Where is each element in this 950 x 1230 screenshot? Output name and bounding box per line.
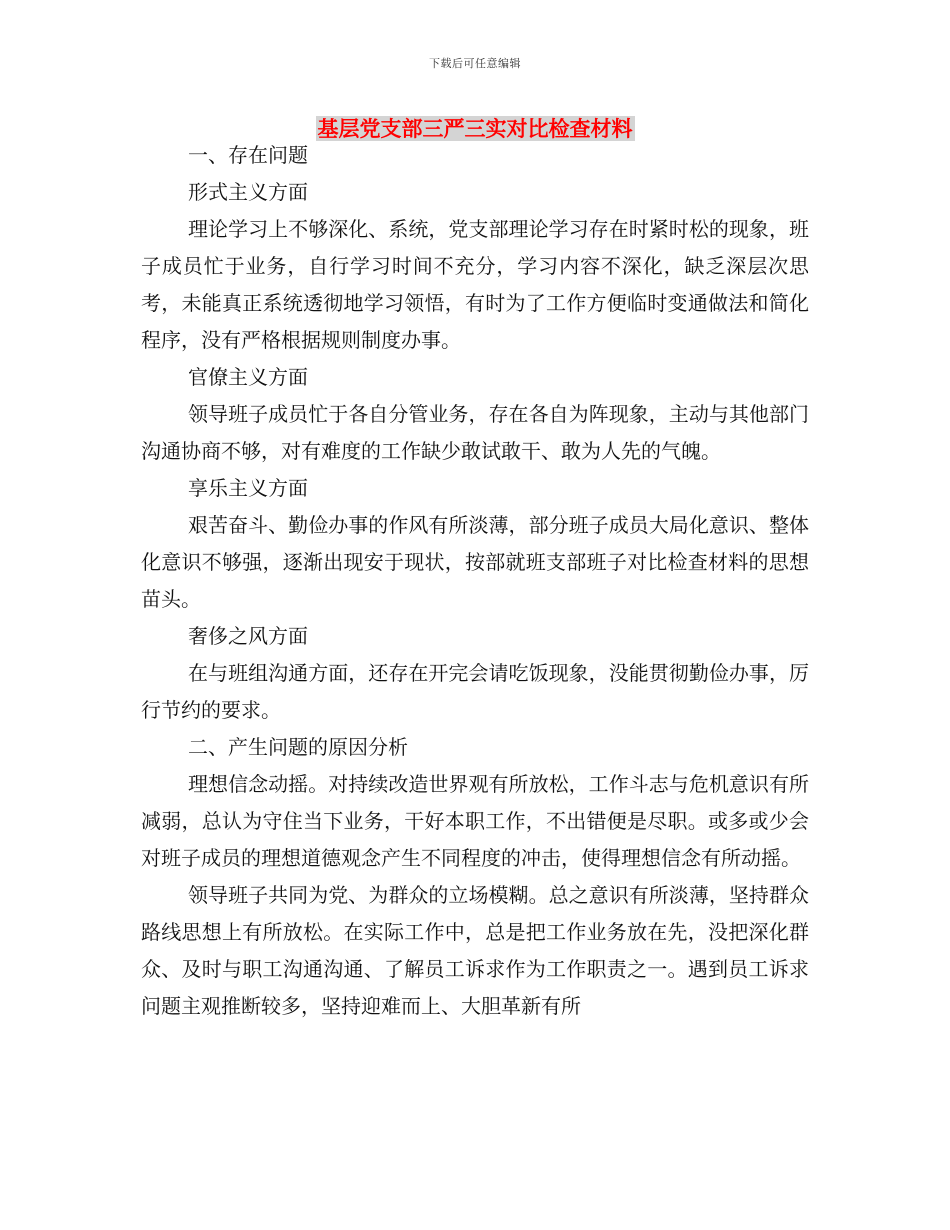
paragraph-formalism: 理论学习上不够深化、系统，党支部理论学习存在时紧时松的现象，班子成员忙于业务，自行学习时间不充分，学习内容不深化，缺乏深层次思考，未能真正系统透彻地学习领悟，有时为了工作方便临时变通做法和简化程序，没有严格根据规则制度办事。 (141, 217, 809, 352)
section-heading-problems: 一、存在问题 (188, 143, 308, 167)
subheading-bureaucratism: 官僚主义方面 (188, 365, 308, 389)
paragraph-bureaucratism: 领导班子成员忙于各自分管业务，存在各自为阵现象，主动与其他部门沟通协商不够，对有难度的工作缺少敢试敢干、敢为人先的气魄。 (141, 402, 809, 463)
paragraph-ideals: 理想信念动摇。对持续改造世界观有所放松，工作斗志与危机意识有所减弱，总认为守住当下业务，干好本职工作，不出错便是尽职。或多或少会对班子成员的理想道德观念产生不同程度的冲击，使得理想信念有所动摇。 (141, 772, 809, 870)
paragraph-extravagance: 在与班组沟通方面，还存在开完会请吃饭现象，没能贯彻勤俭办事，厉行节约的要求。 (141, 661, 809, 722)
paragraph-hedonism: 艰苦奋斗、勤俭办事的作风有所淡薄，部分班子成员大局化意识、整体化意识不够强，逐渐出现安于现状，按部就班支部班子对比检查材料的思想苗头。 (141, 513, 809, 611)
section-heading-causes: 二、产生问题的原因分析 (188, 735, 408, 759)
subheading-hedonism: 享乐主义方面 (188, 476, 308, 500)
page-header-note: 下载后可任意编辑 (429, 57, 521, 70)
document-body (141, 137, 809, 1025)
document-title-text: 基层党支部三严三实对比检查材料 (317, 116, 633, 141)
subheading-extravagance: 奢侈之风方面 (188, 624, 308, 648)
paragraph-stance: 领导班子共同为党、为群众的立场模糊。总之意识有所淡薄，坚持群众路线思想上有所放松。在实际工作中，总是把工作业务放在先，没把深化群众、及时与职工沟通沟通、了解员工诉求作为工作职责之一。遇到员工诉求问题主观推断较多，坚持迎难而上、大胆革新有所 (141, 883, 809, 1018)
subheading-formalism: 形式主义方面 (188, 180, 308, 204)
